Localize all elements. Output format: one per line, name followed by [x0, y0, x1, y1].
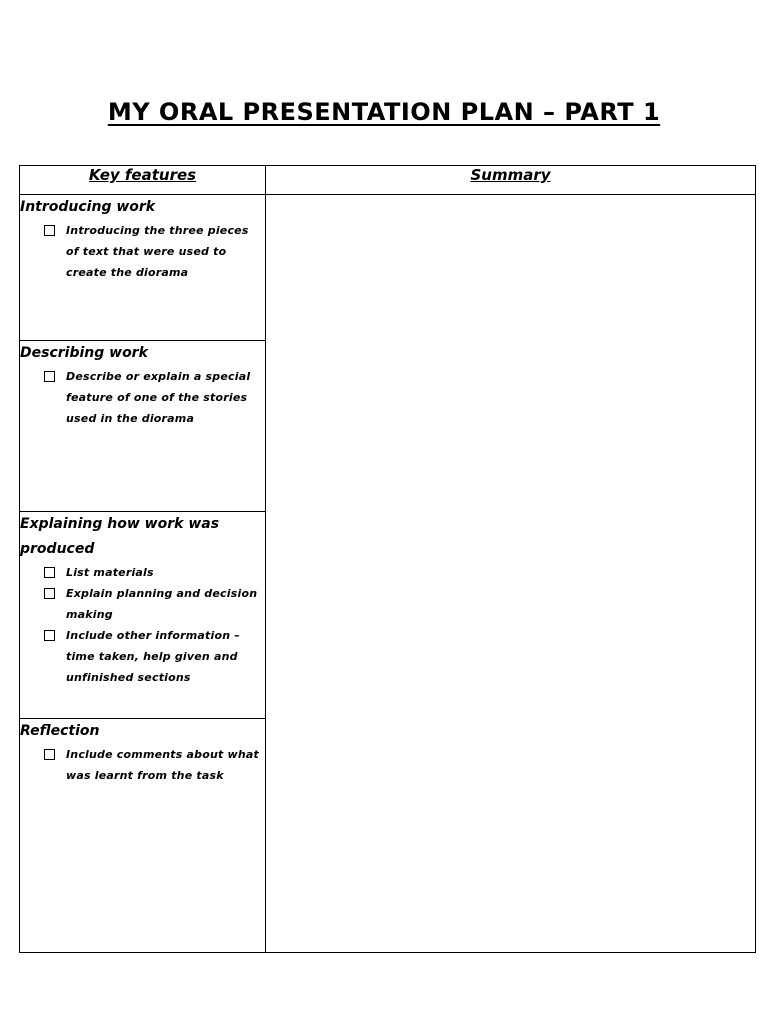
- section-title-describing: Describing work: [20, 345, 148, 361]
- summary-header: Summary: [266, 166, 756, 195]
- checklist-item-label: Describe or explain a special feature of one of the stories used in the diorama: [66, 370, 251, 425]
- checklist-item-label: List materials: [66, 566, 154, 579]
- checkbox-icon[interactable]: [44, 588, 55, 599]
- checklist-item: [20, 744, 265, 786]
- feature-cell-reflection: [20, 719, 266, 953]
- page-title: MY ORAL PRESENTATION PLAN – PART 1: [107, 98, 661, 126]
- feature-cell-explaining: [20, 512, 266, 719]
- summary-cell[interactable]: [266, 195, 756, 953]
- checklist-item: [20, 583, 265, 625]
- checkbox-icon[interactable]: [44, 371, 55, 382]
- presentation-plan-table: [19, 165, 756, 953]
- checkbox-icon[interactable]: [44, 749, 55, 760]
- key-features-header: Key features: [20, 166, 266, 195]
- checklist-item-label: Include comments about what was learnt from the task: [66, 748, 259, 782]
- section-title-reflection: Reflection: [20, 723, 100, 739]
- checklist-item: [20, 366, 265, 429]
- checkbox-icon[interactable]: [44, 225, 55, 236]
- table-row: [20, 195, 756, 341]
- checklist-item-label: Include other information – time taken, help given and unfinished sections: [66, 629, 240, 684]
- section-title-introducing: Introducing work: [20, 199, 156, 215]
- checklist-item: [20, 220, 265, 283]
- checkbox-icon[interactable]: [44, 630, 55, 641]
- checklist-item-label: Introducing the three pieces of text that were used to create the diorama: [66, 224, 249, 279]
- checklist-item: [20, 625, 265, 688]
- feature-cell-describing: [20, 341, 266, 512]
- table-header-row: [20, 166, 756, 195]
- feature-cell-introducing: [20, 195, 266, 341]
- section-title-explaining: Explaining how work was produced: [20, 516, 220, 557]
- checklist-item-label: Explain planning and decision making: [66, 587, 258, 621]
- checkbox-icon[interactable]: [44, 567, 55, 578]
- checklist-item: [20, 562, 265, 583]
